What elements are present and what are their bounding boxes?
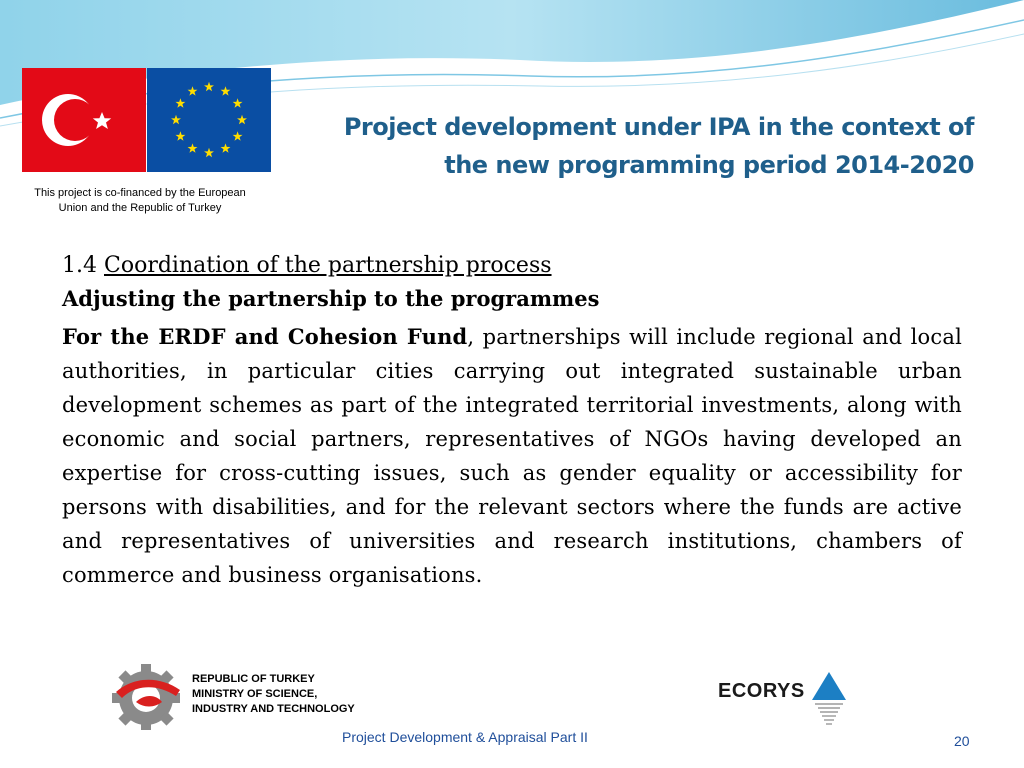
slide-body	[62, 250, 962, 592]
section-title: Coordination of the partnership process	[104, 253, 552, 278]
turkey-flag-icon	[22, 68, 146, 172]
ministry-line-1: REPUBLIC OF TURKEY	[192, 673, 315, 685]
ministry-line-3: INDUSTRY AND TECHNOLOGY	[192, 703, 355, 715]
section-number: 1.4	[62, 253, 97, 278]
page-number: 20	[954, 733, 970, 749]
ecorys-wordmark: ECORYS	[718, 680, 805, 702]
body-paragraph	[62, 320, 962, 592]
eu-flag-icon	[147, 68, 271, 172]
footer-caption: Project Development & Appraisal Part II	[342, 729, 588, 745]
cofinance-line-1: This project is co-financed by the European	[34, 187, 246, 199]
title-line-2: the new programming period 2014-2020	[444, 151, 974, 179]
ministry-gear-logo-icon	[106, 664, 190, 730]
paragraph-text: , partnerships will include regional and local authorities, in particular cities carrying out integrated sustainable urban development schemes as part of the integrated territorial investments, along with economic and social partners, representatives of NGOs having developed an expertise for cross-cutting issues, such as gender equality or accessibility for persons with disabilities, and for the relevant sectors where the funds are active and representatives of universities and research institutions, chambers of commerce and business organisations.	[62, 325, 962, 587]
ministry-line-2: MINISTRY OF SCIENCE,	[192, 688, 318, 700]
slide-title	[280, 108, 974, 184]
section-heading	[62, 250, 962, 282]
cofinance-note	[0, 186, 280, 216]
ecorys-triangle-icon	[812, 672, 846, 728]
ministry-name	[192, 672, 355, 717]
ecorys-logo	[718, 672, 848, 730]
subheading: Adjusting the partnership to the programmes	[62, 286, 600, 311]
title-line-1: Project development under IPA in the context of	[343, 113, 974, 141]
paragraph-lead: For the ERDF and Cohesion Fund	[62, 324, 468, 349]
cofinance-line-2: Union and the Republic of Turkey	[58, 202, 222, 214]
